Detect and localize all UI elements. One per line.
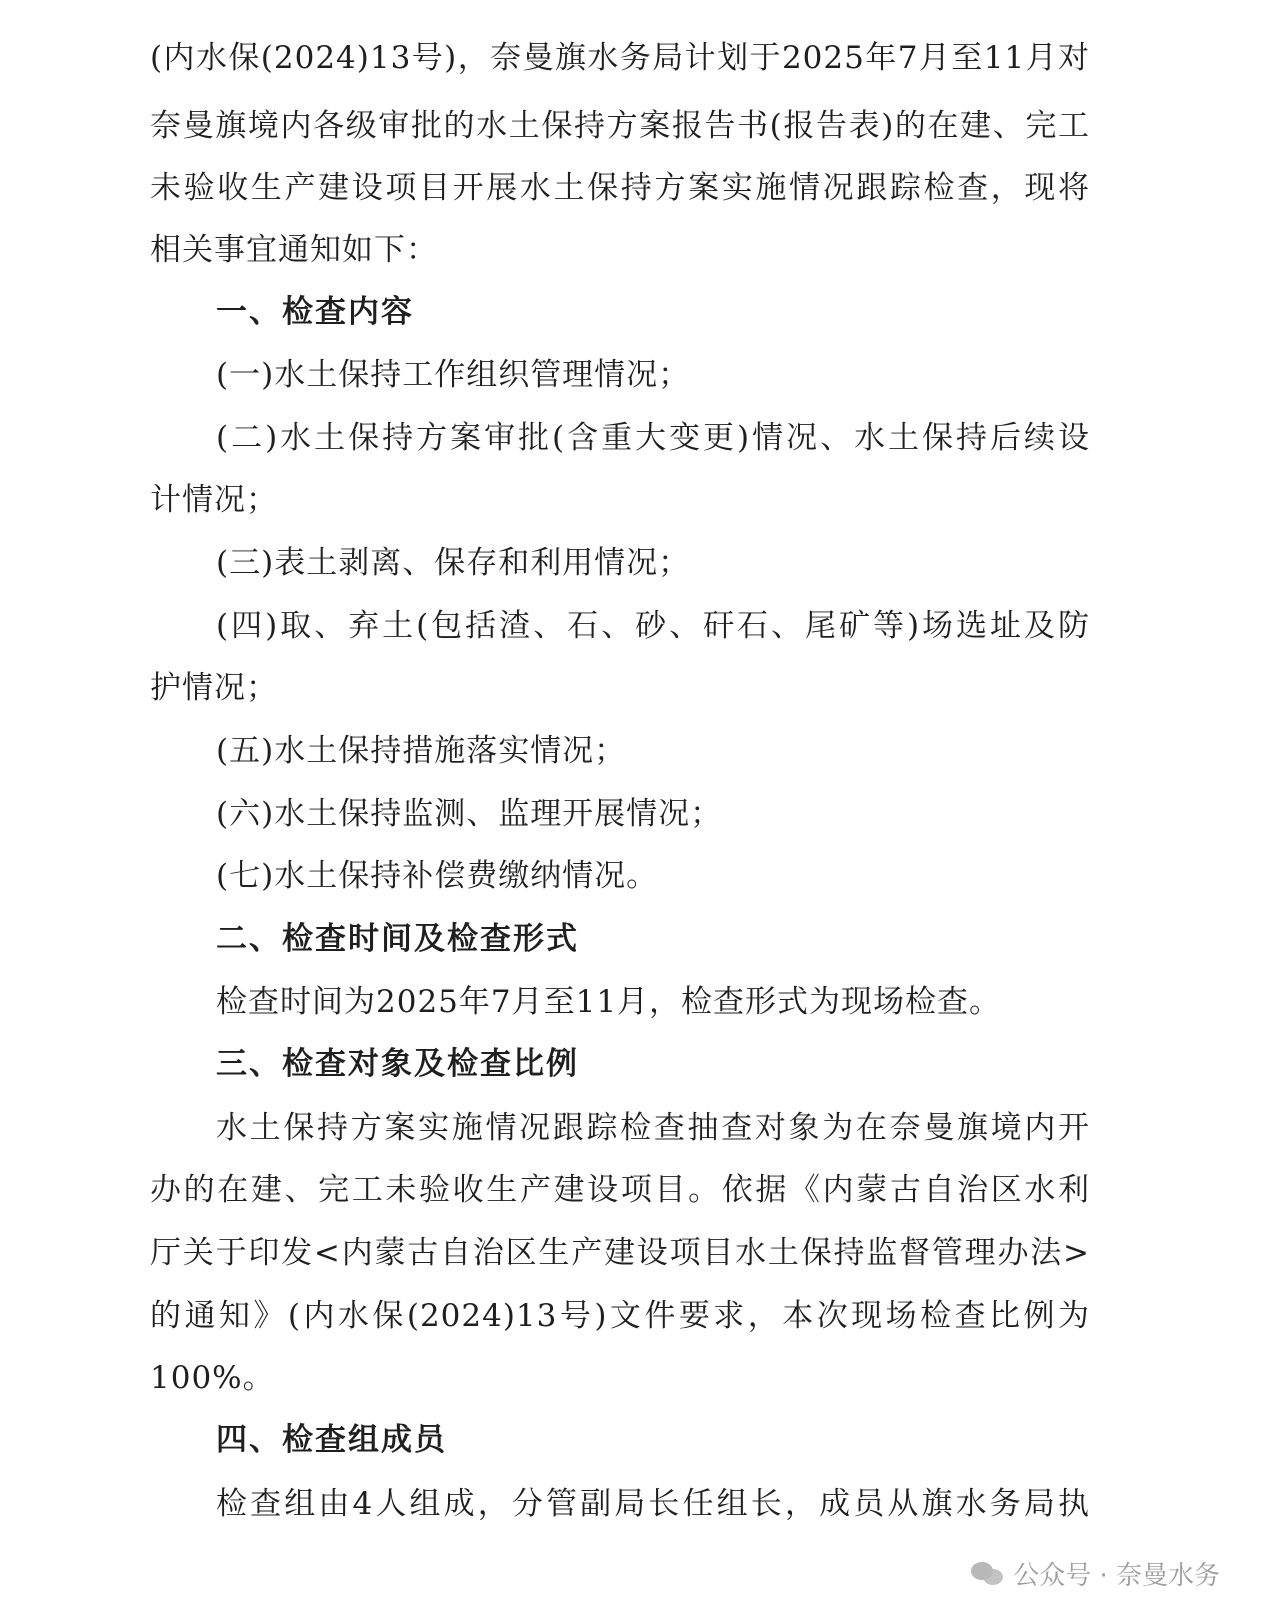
section-4-body: 检查组由4人组成，分管副局长任组长，成员从旗水务局执 [216,1486,1090,1522]
section-1-item-3: (三)表土剥离、保存和利用情况； [216,545,691,581]
intro-line-2: 奈曼旗境内各级审批的水土保持方案报告书(报告表)的在建、完工 [150,108,1090,144]
section-3-heading: 三、检查对象及检查比例 [216,1046,579,1082]
section-1-item-5: (五)水土保持措施落实情况； [216,733,627,769]
section-3-line-2: 办的在建、完工未验收生产建设项目。依据《内蒙古自治区水利 [150,1172,1090,1208]
section-3-line-5: 100%。 [150,1360,275,1396]
section-3-line-3: 厅关于印发<内蒙古自治区生产建设项目水土保持监督管理办法> [150,1235,1090,1271]
section-1-item-2: (二)水土保持方案审批(含重大变更)情况、水土保持后续设 [216,420,1090,456]
intro-line-4: 相关事宜通知如下： [150,232,438,268]
wechat-icon [971,1560,1005,1588]
section-1-item-6: (六)水土保持监测、监理开展情况； [216,796,723,832]
watermark-text: 公众号 · 奈曼水务 [1013,1561,1220,1591]
watermark [971,1555,1220,1592]
section-1-item-4: (四)取、弃土(包括渣、石、砂、矸石、尾矿等)场选址及防 [216,608,1090,644]
section-2-heading: 二、检查时间及检查形式 [216,921,579,957]
section-1-item-7: (七)水土保持补偿费缴纳情况。 [216,858,659,894]
section-3-line-4: 的通知》(内水保(2024)13号)文件要求，本次现场检查比例为 [150,1298,1090,1334]
intro-line-1: (内水保(2024)13号)，奈曼旗水务局计划于2025年7月至11月对 [150,40,1090,76]
section-2-body: 检查时间为2025年7月至11月，检查形式为现场检查。 [216,984,1002,1020]
section-4-heading: 四、检查组成员 [216,1422,447,1458]
intro-line-3: 未验收生产建设项目开展水土保持方案实施情况跟踪检查，现将 [150,170,1090,206]
section-1-item-1: (一)水土保持工作组织管理情况； [216,357,691,393]
section-1-item-2-cont: 计情况； [150,482,278,518]
section-1-item-4-cont: 护情况； [150,670,278,706]
section-1-heading: 一、检查内容 [216,294,414,330]
section-3-line-1: 水土保持方案实施情况跟踪检查抽查对象为在奈曼旗境内开 [216,1110,1090,1146]
